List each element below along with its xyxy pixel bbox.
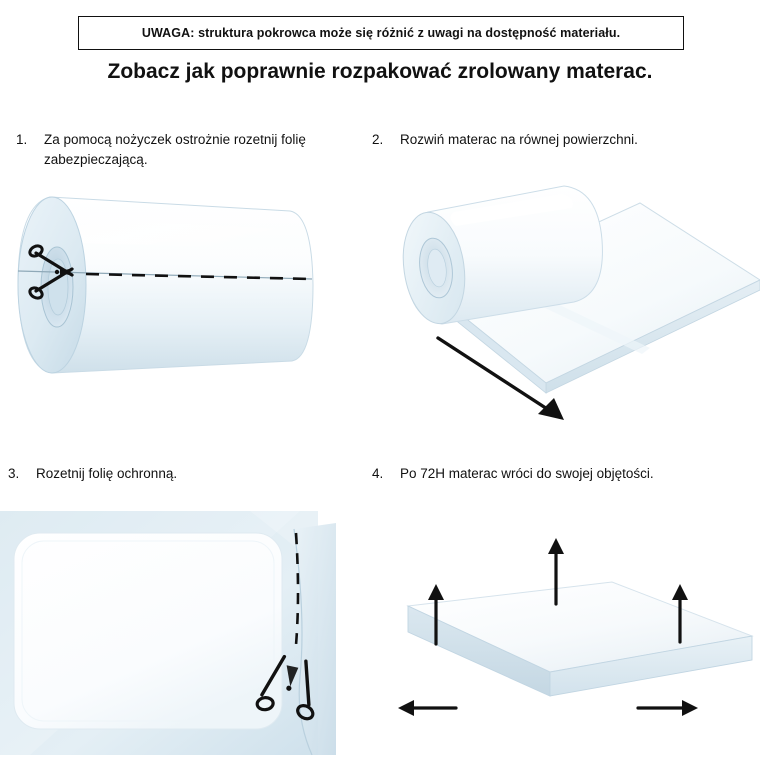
flat-mattress <box>14 533 282 729</box>
step-4-text: Po 72H materac wróci do swojej objętości. <box>400 466 654 481</box>
step-1-text: Za pomocą nożyczek ostrożnie rozetnij folię zabezpieczającą. <box>44 132 306 167</box>
step-2-illustration <box>350 168 760 438</box>
step-2-number: 2. <box>372 132 384 147</box>
mattress-expansion-graphic <box>350 520 760 760</box>
flat-mattress-foil-graphic <box>0 505 336 755</box>
step-4-number: 4. <box>372 466 384 481</box>
rolled-mattress-graphic <box>0 175 340 415</box>
step-2-text: Rozwiń materac na równej powierzchni. <box>400 132 638 147</box>
step-3-caption <box>8 464 328 484</box>
step-4-illustration <box>350 520 760 760</box>
page-title: Zobacz jak poprawnie rozpakować zrolowany materac. <box>107 60 653 83</box>
step-1-illustration <box>0 175 340 415</box>
step-3-illustration <box>0 505 336 755</box>
step-4-caption <box>372 464 732 484</box>
notice-text: UWAGA: struktura pokrowca może się różnić z uwagi na dostępność materiału. <box>141 26 621 40</box>
step-2-caption <box>372 130 712 150</box>
mattress-roll-body <box>18 197 313 373</box>
step-3-text: Rozetnij folię ochronną. <box>36 466 178 481</box>
step-1-caption <box>16 130 326 169</box>
step-3-number: 3. <box>8 466 20 481</box>
unrolling-mattress-graphic <box>350 168 760 438</box>
notice-banner <box>78 16 684 50</box>
expanded-mattress <box>408 582 752 696</box>
step-1-number: 1. <box>16 132 28 147</box>
